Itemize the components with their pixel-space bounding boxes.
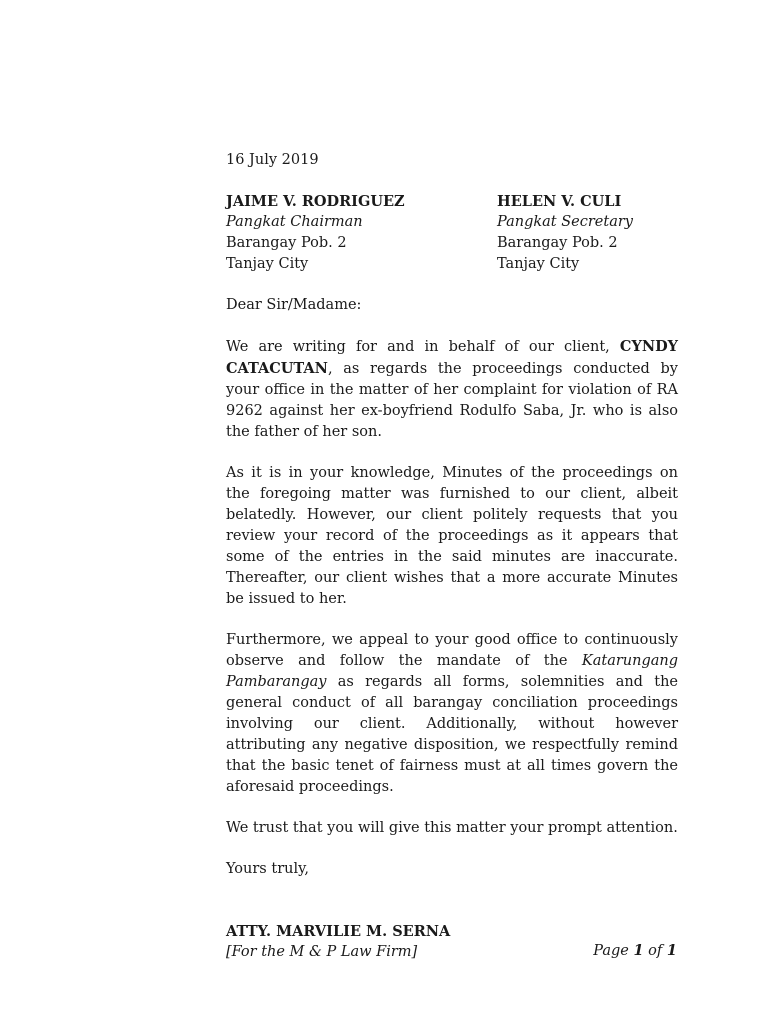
paragraph-intro-text: We are writing for and in behalf of our client, bbox=[226, 339, 620, 355]
page-current: 1 bbox=[633, 942, 644, 959]
complimentary-close: Yours truly, bbox=[226, 861, 309, 877]
addressee-name: JAIME V. RODRIGUEZ bbox=[226, 193, 405, 210]
addressee-block bbox=[226, 191, 678, 275]
client-name: CYNDY CATACUTAN bbox=[226, 338, 678, 377]
page-total: 1 bbox=[666, 942, 677, 959]
page-label: Page bbox=[593, 943, 634, 959]
addressee-name: HELEN V. CULI bbox=[497, 193, 622, 210]
paragraph-appeal bbox=[226, 630, 678, 798]
addressee-city: Tanjay City bbox=[226, 256, 309, 272]
paragraph-intro-text-cont: , as regards the proceedings conducted by your office in the matter of her complaint for violation of RA 9262 against her ex-boyfriend Rodulfo Saba, Jr. who is also the father of her son. bbox=[226, 361, 678, 440]
letter-body bbox=[226, 150, 678, 963]
addressee-role: Pangkat Secretary bbox=[497, 214, 633, 230]
addressee-address-line: Barangay Pob. 2 bbox=[497, 235, 618, 251]
paragraph-trust: We trust that you will give this matter your prompt attention. bbox=[226, 820, 678, 836]
signer-name: ATTY. MARVILIE M. SERNA bbox=[226, 923, 451, 940]
signer-firm: [For the M & P Law Firm] bbox=[226, 944, 418, 960]
page-number bbox=[593, 942, 677, 959]
letter-date: 16 July 2019 bbox=[226, 152, 319, 168]
paragraph-appeal-text-cont: as regards all forms, solemnities and the general conduct of all barangay conciliation proceedings involving our client. Additionally, without however attributing any negative disposition, we respectfully remind that the basic tenet of fairness must at all times govern the aforesaid proceedings. bbox=[226, 674, 678, 795]
addressee-chairman bbox=[226, 191, 497, 275]
paragraph-intro bbox=[226, 336, 678, 443]
katarungang-pambarangay-term: Katarungang Pambarangay bbox=[226, 653, 678, 690]
addressee-city: Tanjay City bbox=[497, 256, 580, 272]
addressee-address-line: Barangay Pob. 2 bbox=[226, 235, 347, 251]
addressee-role: Pangkat Chairman bbox=[226, 214, 363, 230]
addressee-secretary bbox=[497, 191, 678, 275]
paragraph-appeal-text: Furthermore, we appeal to your good office to continuously observe and follow the mandate of the bbox=[226, 632, 678, 669]
paragraph-minutes: As it is in your knowledge, Minutes of the proceedings on the foregoing matter was furnished to our client, albeit belatedly. However, our client politely requests that you review your record of the proceedings as it appears that some of the entries in the said minutes are inaccurate. Thereafter, our client wishes that a more accurate Minutes be issued to her. bbox=[226, 465, 678, 607]
page-of-label: of bbox=[643, 943, 667, 959]
salutation: Dear Sir/Madame: bbox=[226, 297, 362, 313]
